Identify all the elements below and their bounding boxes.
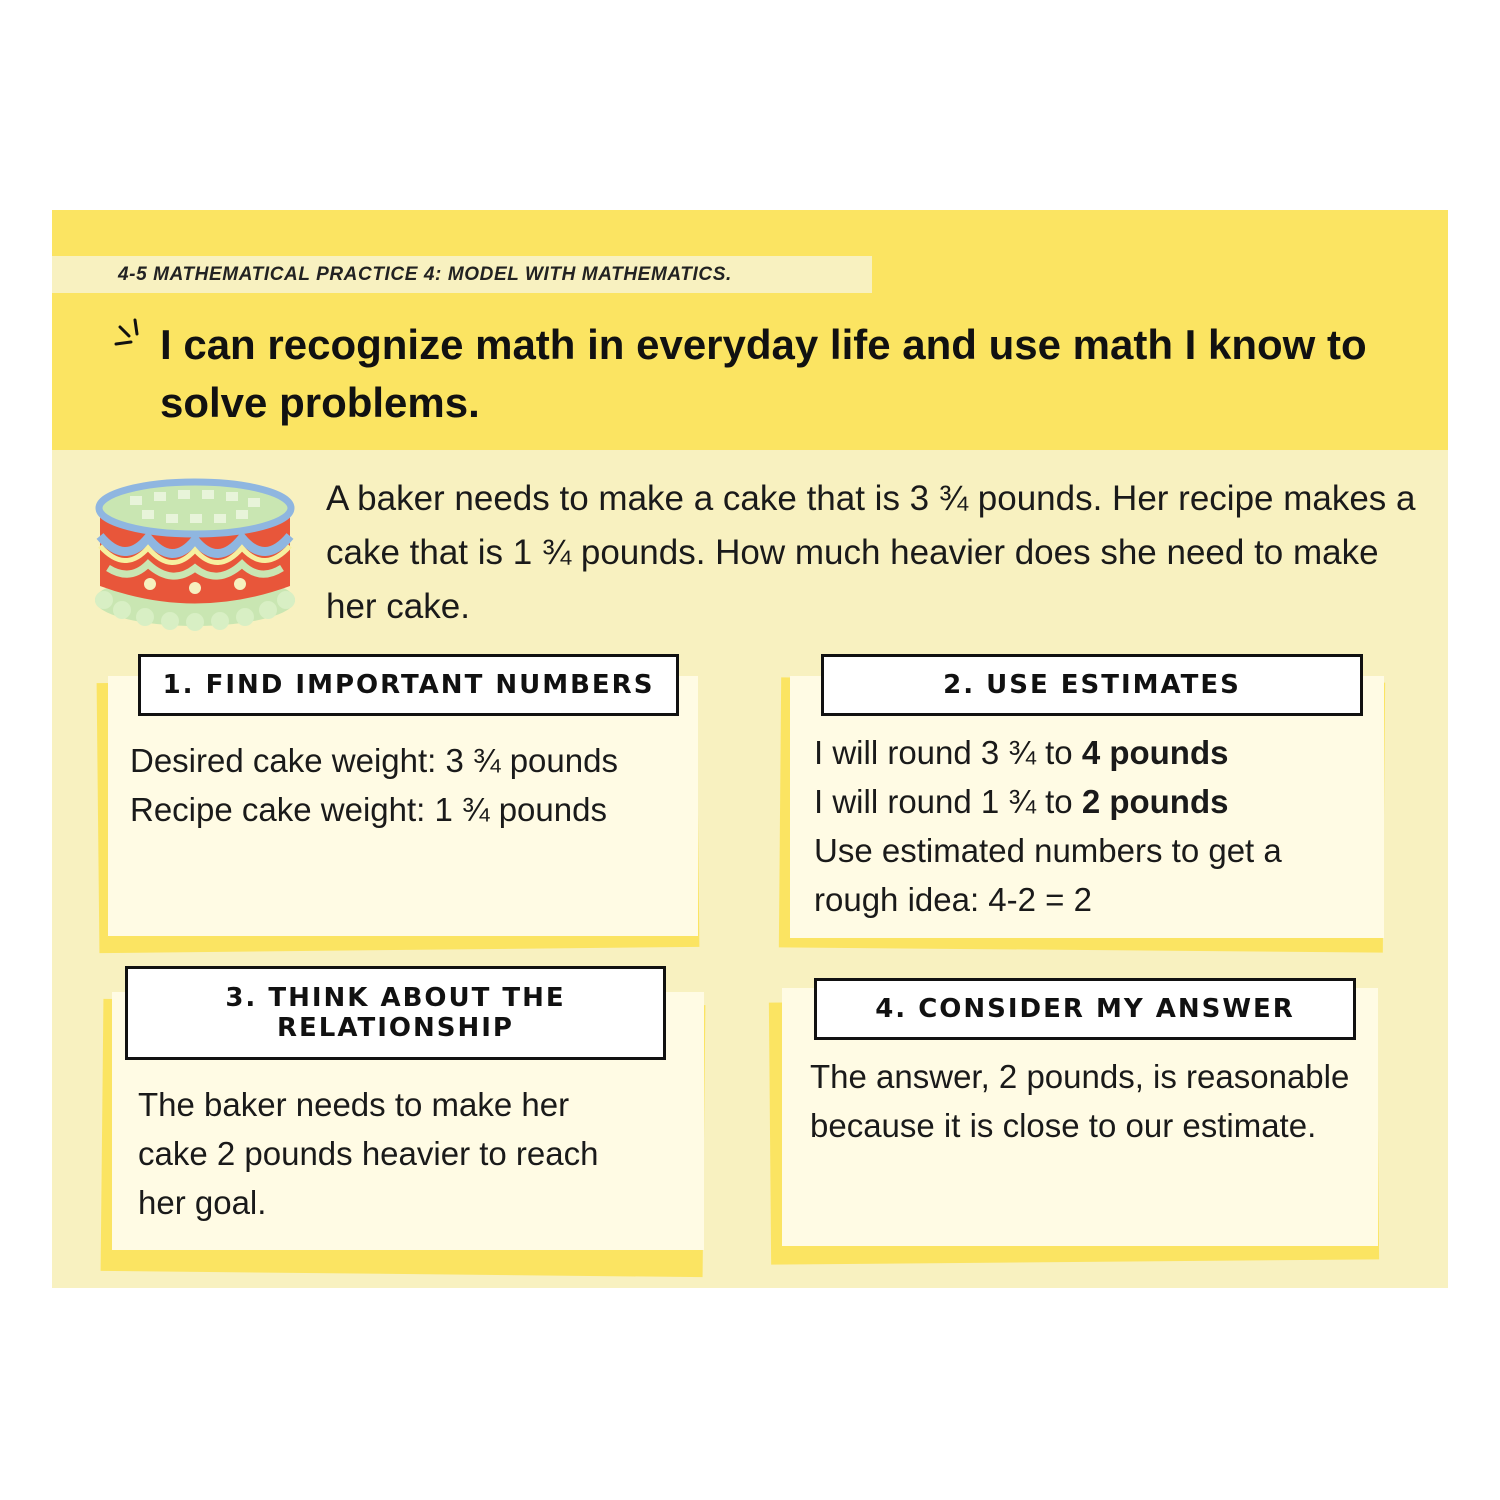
sparkle-icon xyxy=(112,318,152,358)
step1-line-1: Desired cake weight: 3 ¾ pounds xyxy=(130,742,618,779)
step1-line-2: Recipe cake weight: 1 ¾ pounds xyxy=(130,791,607,828)
step1-title: 1. FIND IMPORTANT NUMBERS xyxy=(162,670,655,700)
step4-title: 4. CONSIDER MY ANSWER xyxy=(875,994,1295,1024)
step2-line-2 xyxy=(814,777,1374,826)
step2-body xyxy=(814,728,1374,924)
step2-line-2-value: 2 pounds xyxy=(1081,783,1229,820)
step3-title-box xyxy=(125,966,666,1060)
step4-title-box xyxy=(814,978,1356,1040)
step2-title-box xyxy=(821,654,1363,716)
word-problem: A baker needs to make a cake that is 3 ¾ pounds. Her recipe makes a cake that is 1 ¾ pounds. How much heavier does she need to make her cake. xyxy=(326,479,1416,626)
step2-line-2-text: I will round 1 ¾ to xyxy=(814,783,1082,820)
cake-icon xyxy=(90,476,300,636)
learning-goal: I can recognize math in everyday life and use math I know to solve problems. xyxy=(160,321,1367,426)
step3-body: The baker needs to make her cake 2 pounds heavier to reach her goal. xyxy=(138,1086,599,1221)
step2-title: 2. USE ESTIMATES xyxy=(943,670,1241,700)
step4-body: The answer, 2 pounds, is reasonable because it is close to our estimate. xyxy=(810,1058,1350,1144)
step3-title: 3. THINK ABOUT THE RELATIONSHIP xyxy=(225,983,566,1043)
lesson-card xyxy=(52,210,1448,1288)
step1-title-box xyxy=(138,654,679,716)
step2-line-1-text: I will round 3 ¾ to xyxy=(814,734,1082,771)
standard-label: 4-5 MATHEMATICAL PRACTICE 4: MODEL WITH MATHEMATICS. xyxy=(118,264,732,285)
step1-body xyxy=(130,736,690,834)
step2-line-1-value: 4 pounds xyxy=(1081,734,1229,771)
step2-line-3: Use estimated numbers to get a rough idea: 4-2 = 2 xyxy=(814,832,1282,918)
step2-line-1 xyxy=(814,728,1374,777)
